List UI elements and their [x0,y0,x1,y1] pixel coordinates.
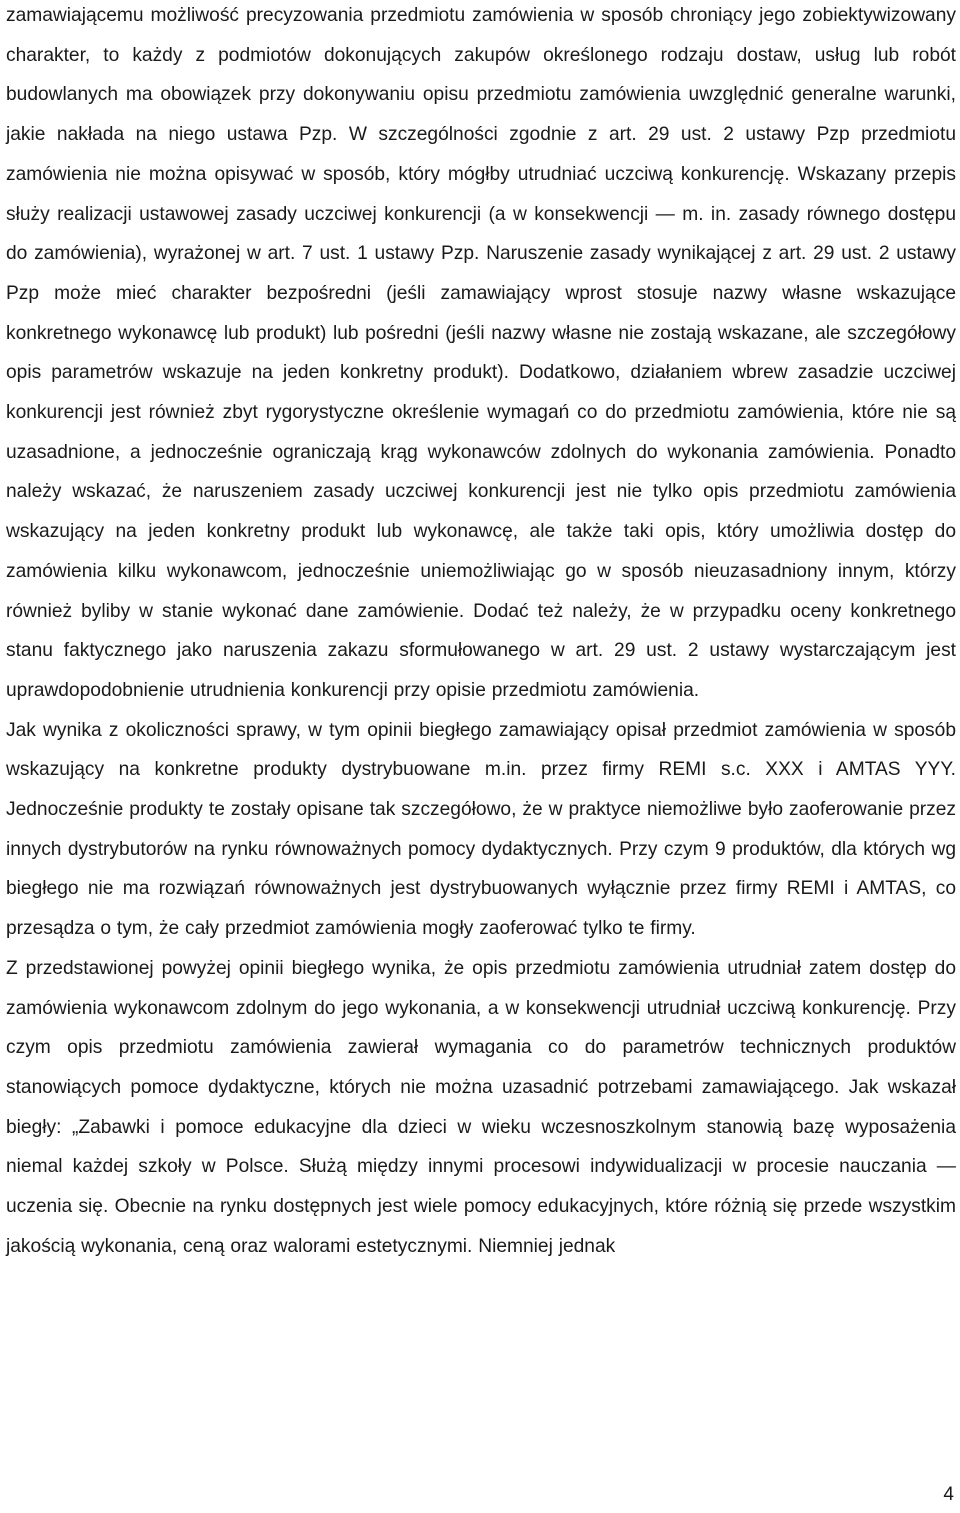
page-number: 4 [943,1484,954,1505]
paragraph-1: zamawiającemu możliwość precyzowania przedmiotu zamówienia w sposób chroniący jego zobiektywizowany charakter, to każdy z podmiotów dokonujących zakupów określonego rodzaju dostaw, usług lub robót budowlanych ma obowiązek przy dokonywaniu opisu przedmiotu zamówienia uwzględnić generalne warunki, jakie nakłada na niego ustawa Pzp. W szczególności zgodnie z art. 29 ust. 2 ustawy Pzp przedmiotu zamówienia nie można opisywać w sposób, który mógłby utrudniać uczciwą konkurencję. Wskazany przepis służy realizacji ustawowej zasady uczciwej konkurencji (a w konsekwencji — m. in. zasady równego dostępu do zamówienia), wyrażonej w art. 7 ust. 1 ustawy Pzp. Naruszenie zasady wynikającej z art. 29 ust. 2 ustawy Pzp może mieć charakter bezpośredni (jeśli zamawiający wprost stosuje nazwy własne wskazujące konkretnego wykonawcę lub produkt) lub pośredni (jeśli nazwy własne nie zostają wskazane, ale szczegółowy opis parametrów wskazuje na jeden konkretny produkt). Dodatkowo, działaniem wbrew zasadzie uczciwej konkurencji jest również zbyt rygorystyczne określenie wymagań co do przedmiotu zamówienia, które nie są uzasadnione, a jednocześnie ograniczają krąg wykonawców zdolnych do wykonania zamówienia. Ponadto należy wskazać, że naruszeniem zasady uczciwej konkurencji jest nie tylko opis przedmiotu zamówienia wskazujący na jeden konkretny produkt lub wykonawcę, ale także taki opis, który umożliwia dostęp do zamówienia kilku wykonawcom, jednocześnie uniemożliwiając go w sposób nieuzasadniony innym, którzy również byliby w stanie wykonać dane zamówienie. Dodać też należy, że w przypadku oceny konkretnego stanu faktycznego jako naruszenia zakazu sformułowanego w art. 29 ust. 2 ustawy wystarczającym jest uprawdopodobnienie utrudnienia konkurencji przy opisie przedmiotu zamówienia. [6,5,956,701]
document-page [6,0,956,1267]
paragraph-2: Jak wynika z okoliczności sprawy, w tym opinii biegłego zamawiający opisał przedmiot zamówienia w sposób wskazujący na konkretne produkty dystrybuowane m.in. przez firmy REMI s.c. XXX i AMTAS YYY. Jednocześnie produkty te zostały opisane tak szczegółowo, że w praktyce niemożliwe było zaoferowanie przez innych dystrybutorów na rynku równoważnych pomocy dydaktycznych. Przy czym 9 produktów, dla których wg biegłego nie ma rozwiązań równoważnych jest dystrybuowanych wyłącznie przez firmy REMI i AMTAS, co przesądza o tym, że cały przedmiot zamówienia mogły zaoferować tylko te firmy. [6,719,956,940]
paragraph-3: Z przedstawionej powyżej opinii biegłego wynika, że opis przedmiotu zamówienia utrudniał zatem dostęp do zamówienia wykonawcom zdolnym do jego wykonania, a w konsekwencji utrudniał uczciwą konkurencję. Przy czym opis przedmiotu zamówienia zawierał wymagania co do parametrów technicznych produktów stanowiących pomoce dydaktyczne, których nie można uzasadnić potrzebami zamawiającego. Jak wskazał biegły: „Zabawki i pomoce edukacyjne dla dzieci w wieku wczesnoszkolnym stanowią bazę wyposażenia niemal każdej szkoły w Polsce. Służą między innymi procesowi indywidualizacji w procesie nauczania — uczenia się. Obecnie na rynku dostępnych jest wiele pomocy edukacyjnych, które różnią się przede wszystkim jakością wykonania, ceną oraz walorami estetycznymi. Niemniej jednak [6,957,956,1257]
